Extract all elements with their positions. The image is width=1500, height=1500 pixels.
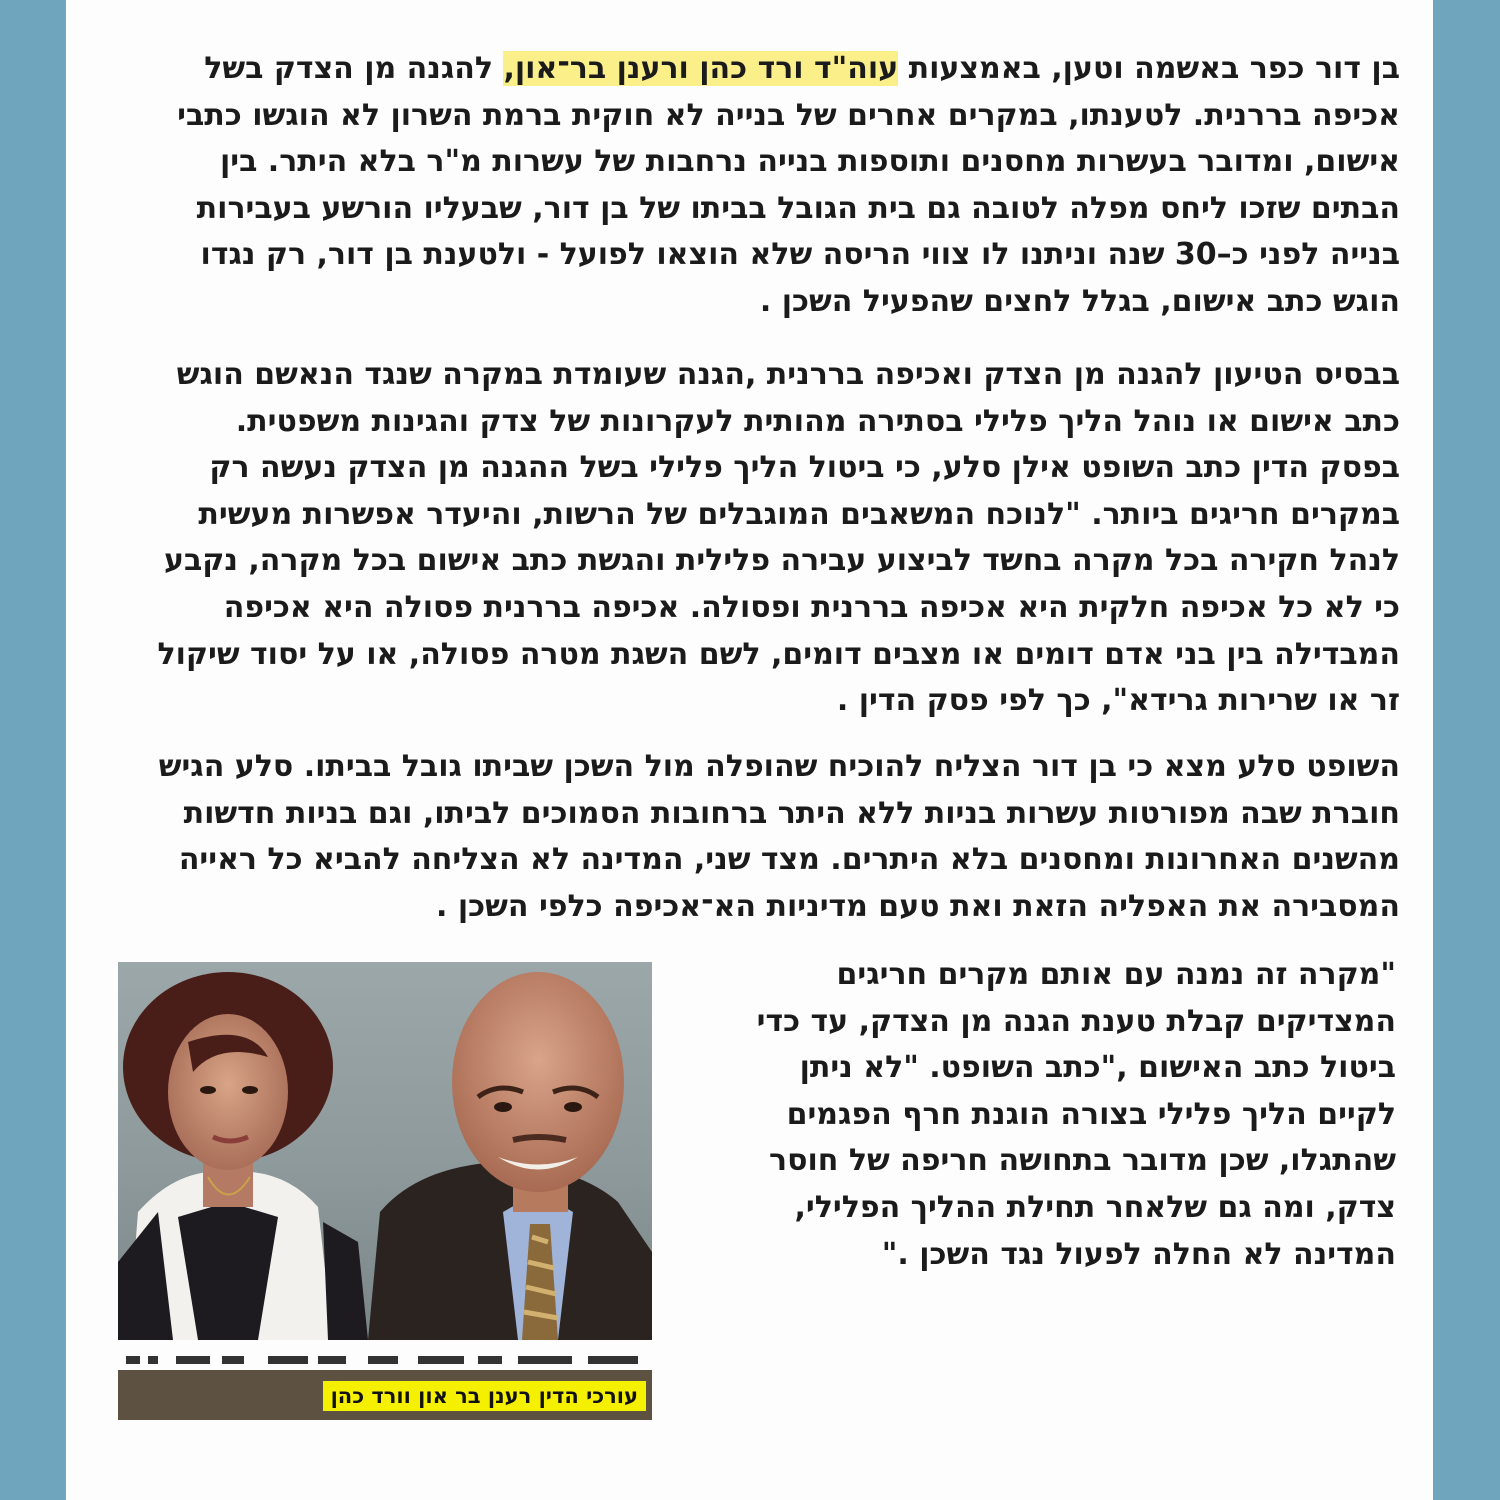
scanned-caption-fragment [118, 1352, 652, 1368]
highlighted-lawyers-names: עוה"ד ורד כהן ורענן בר־און, [503, 51, 899, 86]
paragraph-line: אכיפה בררנית. לטענתו, במקרים אחרים של בנייה לא חוקית ברמת השרון לא הוגשו כתבי [177, 97, 1400, 133]
paragraph-line: בפסק הדין כתב השופט אילן סלע, כי ביטול הליך פלילי בשל ההגנה מן הצדק נעשה רק [209, 450, 1400, 486]
paragraph-line: הבתים שזכו ליחס מפלה לטובה גם בית הגובל בביתו של בן דור, שבעליו הורשע בעבירות [196, 190, 1400, 226]
paragraph-line: אישום, ומדובר בעשרות מחסנים ותוספות בנייה נרחבות של עשרות מ"ר בלא היתר. בין [219, 144, 1400, 180]
lawyers-photo-illustration [118, 962, 652, 1340]
quote-line: המצדיקים קבלת טענת הגנה מן הצדק, עד כדי [756, 1003, 1396, 1039]
paragraph-line: בנייה לפני כ–30 שנה וניתנו לו צווי הריסה שלא הוצאו לפועל - ולטענת בן דור, רק נגדו [200, 237, 1400, 273]
caption-bar [118, 1370, 652, 1420]
paragraph-line: לנהל חקירה בכל מקרה בחשד לביצוע עבירה פלילית והגשת כתב אישום בכל מקרה, נקבע [163, 543, 1400, 579]
article-paragraph-3 [156, 744, 1400, 930]
paragraph-line: כתב אישום או נוהל הליך פלילי בסתירה מהותית לעקרונות של צדק והגינות משפטית. [235, 403, 1400, 439]
quote-line: לקיים הליך פלילי בצורה הוגנת חרף הפגמים [786, 1096, 1396, 1132]
paragraph-line: המבדילה בין בני אדם דומים או מצבים דומים, לשם השגת מטרה פסולה, או על יסוד שיקול [157, 636, 1400, 672]
lawyers-photo [118, 962, 652, 1340]
paragraph-line: חוברת שבה מפורטות עשרות בניות ללא היתר ברחובות הסמוכים לביתו, וגם בניות חדשות [183, 795, 1400, 831]
article-paragraph-1 [156, 46, 1400, 326]
paragraph-line: בבסיס הטיעון להגנה מן הצדק ואכיפה בררנית ,הגנה שעומדת במקרה שנגד הנאשם הוגש [176, 357, 1400, 392]
paragraph-line: זר או שרירות גרידא", כך לפי פסק הדין . [836, 683, 1400, 719]
paragraph-line: מהשנים האחרונות ומחסנים בלא היתרים. מצד שני, המדינה לא הצליחה להביא כל ראייה [178, 842, 1400, 878]
article-paragraph-2 [156, 352, 1400, 725]
article-page [66, 0, 1433, 1500]
paragraph-line: כי לא כל אכיפה חלקית היא אכיפה בררנית ופסולה. אכיפה בררנית פסולה היא אכיפה [223, 589, 1400, 625]
judge-quote [706, 952, 1396, 1278]
scanned-caption-marks [118, 1352, 652, 1368]
paragraph-line: בן דור כפר באשמה וטען, באמצעות עוה"ד ורד כהן ורענן בר־און, להגנה מן הצדק בשל [204, 51, 1400, 86]
quote-line: המדינה לא החלה לפעול נגד השכן ." [881, 1236, 1396, 1272]
paragraph-line: המסבירה את האפליה הזאת ואת טעם מדיניות הא־אכיפה כלפי השכן . [436, 888, 1400, 924]
quote-line: ביטול כתב האישום ,"כתב השופט. "לא ניתן [799, 1050, 1396, 1086]
quote-line: צדק, ומה גם שלאחר תחילת ההליך הפלילי, [794, 1189, 1396, 1225]
quote-line: שהתגלו, שכן מדובר בתחושה חריפה של חוסר [769, 1143, 1396, 1179]
quote-line: "מקרה זה נמנה עם אותם מקרים חריגים [836, 957, 1396, 992]
paragraph-line: במקרים חריגים ביותר. "לנוכח המשאבים המוגבלים של הרשות, והיעדר אפשרות מעשית [198, 496, 1400, 532]
photo-caption: עורכי הדין רענן בר און וורד כהן [323, 1381, 646, 1411]
paragraph-line: השופט סלע מצא כי בן דור הצליח להוכיח שהופלה מול השכן שביתו גובל בביתו. סלע הגיש [158, 749, 1400, 784]
paragraph-line: הוגש כתב אישום, בגלל לחצים שהפעיל השכן . [759, 283, 1400, 319]
